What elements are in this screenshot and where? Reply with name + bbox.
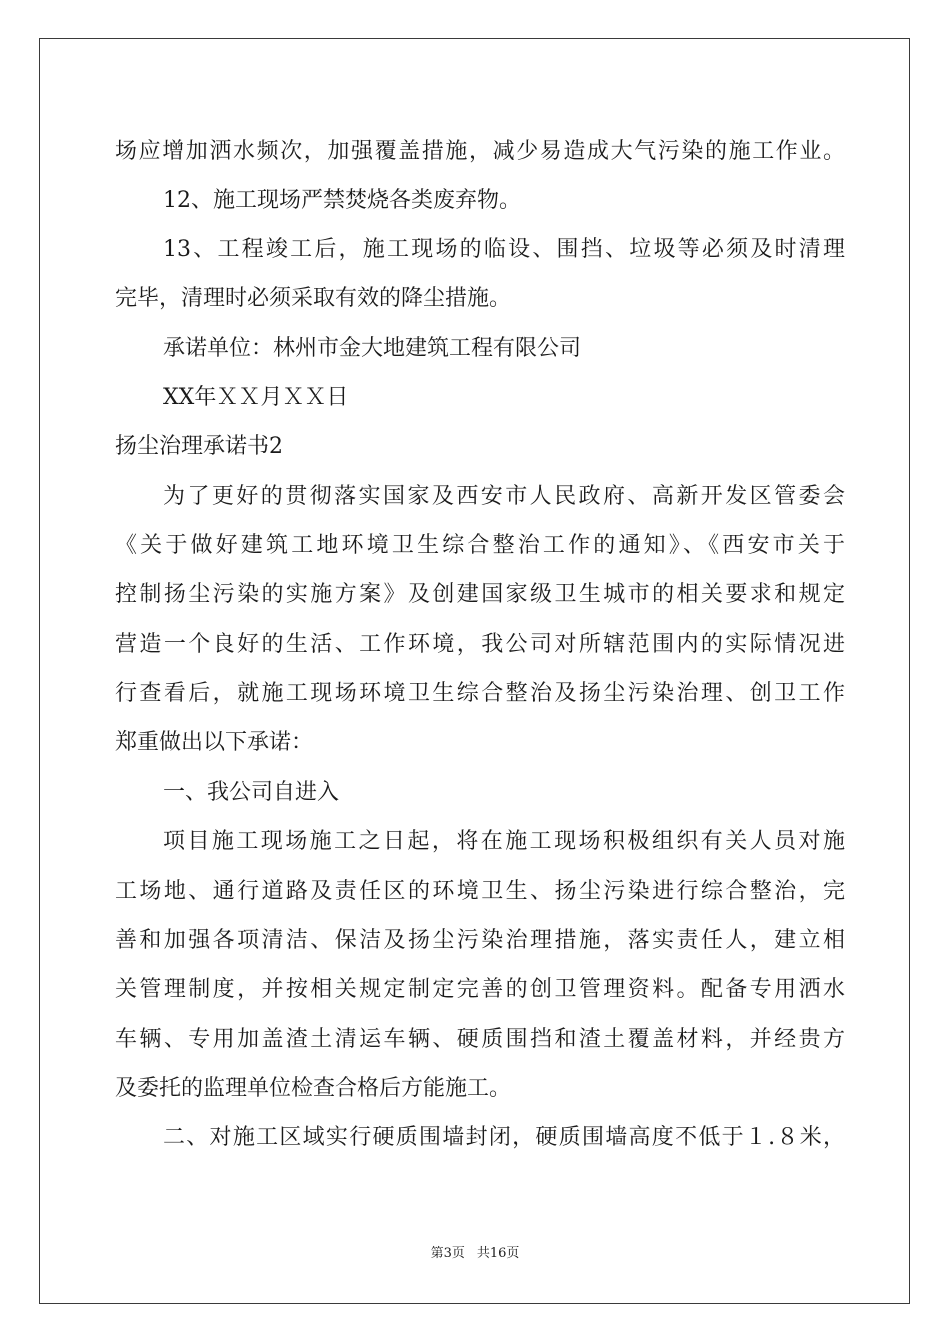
paragraph-line: 工场地、通行道路及责任区的环境卫生、扬尘污染进行综合整治，完	[115, 879, 845, 904]
paragraph-line: 营造一个良好的生活、工作环境，我公司对所辖范围内的实际情况进	[115, 632, 845, 657]
paragraph-line: 场应增加洒水频次，加强覆盖措施，减少易造成大气污染的施工作业。	[115, 139, 845, 164]
paragraph-line: 一、我公司自进入	[163, 780, 340, 805]
paragraph-line: 善和加强各项清洁、保洁及扬尘污染治理措施，落实责任人，建立相	[115, 928, 845, 953]
paragraph-line: 控制扬尘污染的实施方案》及创建国家级卫生城市的相关要求和规定	[115, 582, 845, 607]
paragraph-line: 为了更好的贯彻落实国家及西安市人民政府、高新开发区管委会	[163, 484, 845, 509]
paragraph-line: 12、施工现场严禁焚烧各类废弃物。	[163, 188, 521, 213]
paragraph-line: 完毕，清理时必须采取有效的降尘措施。	[115, 286, 512, 311]
paragraph-line: 13、工程竣工后，施工现场的临设、围挡、垃圾等必须及时清理	[163, 237, 845, 262]
signatory-line: 承诺单位：林州市金大地建筑工程有限公司	[163, 336, 582, 361]
paragraph-line: 行查看后，就施工现场环境卫生综合整治及扬尘污染治理、创卫工作	[115, 681, 845, 706]
page-total: 共16页	[476, 1246, 520, 1261]
paragraph-line: 《关于做好建筑工地环境卫生综合整治工作的通知》、《西安市关于	[115, 533, 845, 558]
page-footer	[0, 1244, 950, 1264]
date-line: XX年ＸＸ月ＸＸ日	[163, 385, 349, 410]
page-number: 第3页	[430, 1246, 465, 1261]
section-title: 扬尘治理承诺书2	[115, 434, 283, 459]
paragraph-line: 车辆、专用加盖渣土清运车辆、硬质围挡和渣土覆盖材料，并经贵方	[115, 1027, 845, 1052]
paragraph-line: 二、对施工区域实行硬质围墙封闭，硬质围墙高度不低于１.８米，	[163, 1125, 845, 1150]
paragraph-line: 项目施工现场施工之日起，将在施工现场积极组织有关人员对施	[163, 829, 845, 854]
paragraph-line: 关管理制度，并按相关规定制定完善的创卫管理资料。配备专用洒水	[115, 977, 845, 1002]
paragraph-line: 郑重做出以下承诺：	[115, 730, 314, 755]
page-border	[39, 38, 910, 1304]
paragraph-line: 及委托的监理单位检查合格后方能施工。	[115, 1076, 512, 1101]
